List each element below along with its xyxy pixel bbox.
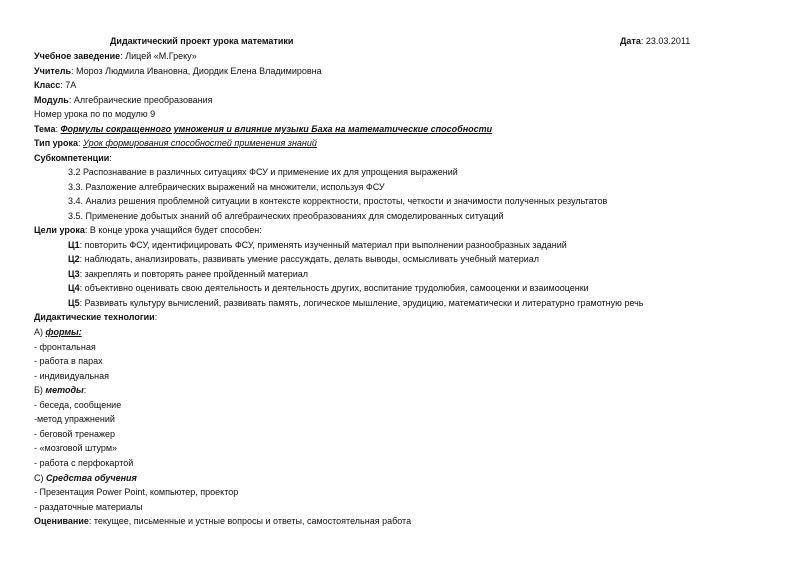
subcompetences-heading: Субкомпетенции:: [34, 153, 112, 163]
lesson-number-line: Номер урока по по модулю 9: [34, 109, 156, 119]
topic-value: Формулы сокращенного умножения и влияние музыки Баха на математические способности: [60, 124, 493, 134]
goal-item: [68, 283, 589, 294]
goal-item: [68, 240, 567, 251]
date-value: 23.03.2011: [645, 36, 691, 46]
teacher-label: Учитель: [34, 66, 72, 76]
methods-item: - работа с перфокартой: [34, 458, 134, 468]
goal-code: Ц2: [68, 254, 80, 264]
evaluation-value: : текущее, письменные и устные вопросы и ответы, самостоятельная работа: [88, 516, 412, 526]
goal-code: Ц3: [68, 269, 80, 279]
subcompetence-item: 3.3. Разложение алгебраических выражений на множители, используя ФСУ: [68, 182, 385, 192]
methods-item: - беседа, сообщение: [34, 400, 122, 410]
forms-item: - индивидуальная: [34, 371, 110, 381]
subcompetence-item: 3.5. Применение добытых знаний об алгебраических преобразованиях для смоделированных ситуаций: [68, 211, 504, 221]
subcompetence-item: 3.2 Распознавание в различных ситуациях ФСУ и применение их для упрощения выражений: [68, 167, 458, 177]
means-item: - Презентация Power Point, компьютер, проектор: [34, 487, 239, 497]
subcompetence-item: 3.4. Анализ решения проблемной ситуации в контексте корректности, простоты, четкости и значимости полученных результатов: [68, 196, 608, 206]
goals-heading: [34, 225, 262, 236]
teacher-value: Мороз Людмила Ивановна, Диордик Елена Владимировна: [76, 66, 322, 76]
means-prefix: С): [34, 473, 46, 483]
evaluation-label: Оценивание: [34, 516, 89, 526]
means-heading: [34, 473, 137, 484]
document-title: Дидактический проект урока математики: [110, 36, 294, 46]
goal-text: : закреплять и повторять ранее пройденный материал: [79, 269, 308, 279]
technologies-label: Дидактические технологии: [34, 312, 155, 322]
lesson-type-line: Тип урока: Урок формирования способностей применения знаний: [34, 138, 317, 148]
topic-label: Тема: [34, 124, 56, 134]
technologies-heading: Дидактические технологии:: [34, 312, 158, 322]
class-value: 7А: [65, 80, 77, 90]
goal-item: [68, 298, 643, 309]
forms-item: - фронтальная: [34, 342, 96, 352]
module-value: Алгебраические преобразования: [73, 95, 213, 105]
methods-prefix: Б): [34, 385, 46, 395]
class-label: Класс: [34, 80, 61, 90]
goal-code: Ц5: [68, 298, 80, 308]
forms-label: формы:: [45, 327, 82, 337]
forms-prefix: А): [34, 327, 46, 337]
methods-label: методы: [45, 385, 84, 395]
goals-intro: : В конце урока учащийся будет способен:: [84, 225, 262, 235]
date-label: Дата: [620, 36, 641, 46]
forms-item: - работа в парах: [34, 356, 103, 366]
goal-text: : наблюдать, анализировать, развивать умение рассуждать, делать выводы, осмысливать учебный материал: [79, 254, 540, 264]
class-line: Класс: 7А: [34, 80, 77, 90]
methods-item: -метод упражнений: [34, 414, 115, 424]
means-label: Средства обучения: [46, 473, 137, 483]
teacher-line: Учитель: Мороз Людмила Ивановна, Диордик Елена Владимировна: [34, 66, 322, 76]
goals-label: Цели урока: [34, 225, 85, 235]
subcompetences-label: Субкомпетенции: [34, 153, 110, 163]
goal-code: Ц4: [68, 283, 80, 293]
goal-text: : объективно оценивать свою деятельность и деятельность других, воспитание трудолюбия, самооценки и взаимооценки: [79, 283, 589, 293]
methods-heading: Б) методы:: [34, 385, 87, 395]
module-line: Модуль: Алгебраические преобразования: [34, 95, 213, 105]
evaluation-line: [34, 516, 411, 527]
document-date: Дата: 23.03.2011: [620, 36, 691, 46]
methods-item: - беговой тренажер: [34, 429, 115, 439]
forms-heading: [34, 327, 82, 338]
module-label: Модуль: [34, 95, 69, 105]
school-value: Лицей «М.Греку»: [125, 51, 197, 61]
goal-item: [68, 254, 539, 265]
lesson-type-label: Тип урока: [34, 138, 79, 148]
goal-text: : повторить ФСУ, идентифицировать ФСУ, применять изученный материал при выполнении разнообразных заданий: [79, 240, 567, 250]
lesson-type-value: Урок формирования способностей применения знаний: [83, 138, 317, 148]
topic-line: Тема: Формулы сокращенного умножения и влияние музыки Баха на математические способности: [34, 124, 493, 134]
methods-item: - «мозговой штурм»: [34, 443, 118, 453]
school-label: Учебное заведение: [34, 51, 121, 61]
goal-text: : Развивать культуру вычислений, развивать память, логическое мышление, эрудицию, математически и литературно грамотную речь: [79, 298, 644, 308]
goal-item: [68, 269, 308, 280]
goal-code: Ц1: [68, 240, 80, 250]
school-line: Учебное заведение: Лицей «М.Греку»: [34, 51, 197, 61]
means-item: - раздаточные материалы: [34, 502, 143, 512]
